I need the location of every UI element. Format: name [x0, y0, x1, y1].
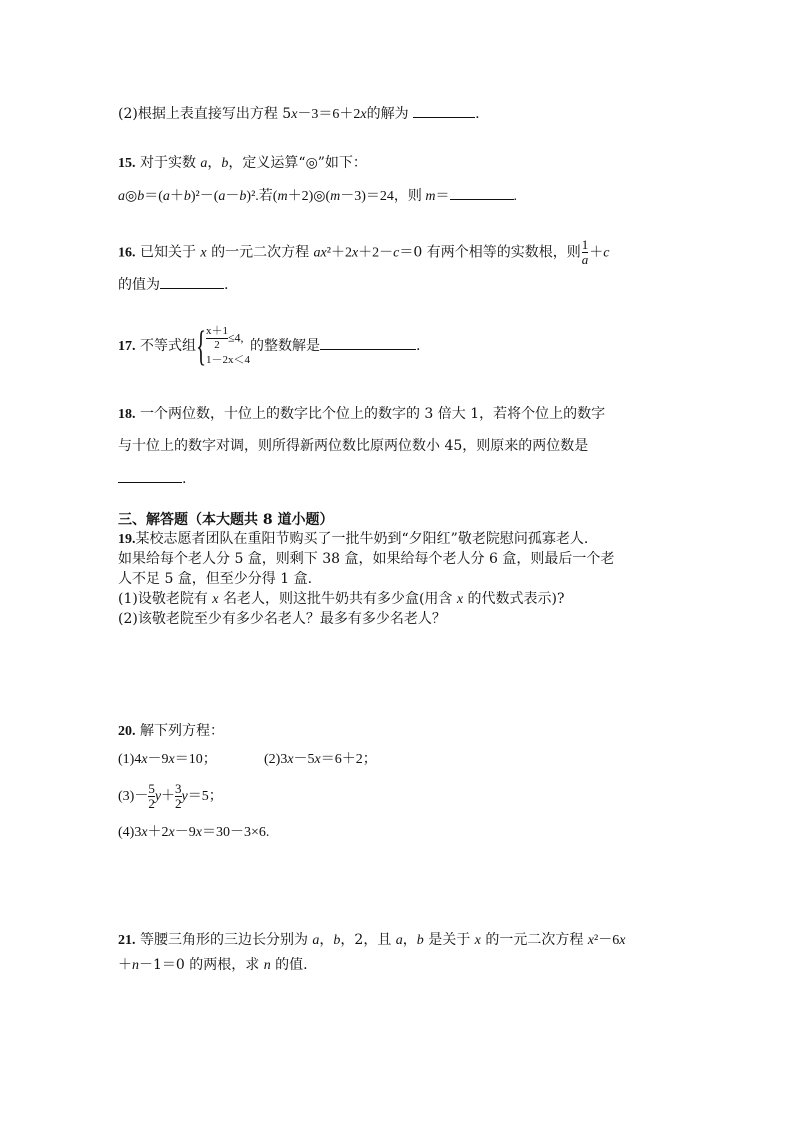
var-y: y — [181, 789, 188, 804]
var-x: x — [195, 825, 202, 840]
expr: ＋ — [169, 189, 184, 204]
period: . — [415, 338, 421, 354]
q21-text: 的值. — [270, 957, 308, 973]
q18-line2 — [118, 436, 588, 456]
q15-text: 对于实数 — [139, 155, 201, 171]
var-x: x — [360, 107, 367, 122]
var-x: x — [287, 752, 294, 767]
q20-part1 — [118, 750, 217, 770]
var-x: x — [212, 592, 219, 607]
expr: ²＋2 — [326, 245, 352, 261]
system-row-1 — [206, 325, 250, 352]
comma: ， — [207, 155, 222, 171]
var-a: a — [218, 189, 226, 204]
var-x: x — [320, 245, 327, 261]
expr: ＋2－ — [358, 245, 394, 261]
var-y: y — [154, 789, 162, 804]
q14-part2 — [118, 103, 480, 125]
q16-text: 的值为 — [118, 277, 160, 293]
question-number: 18. — [118, 407, 136, 422]
question-number: 16. — [118, 245, 136, 261]
q16-line1 — [118, 238, 609, 267]
q14-text-post: 的解为 — [366, 106, 409, 122]
q21-text: ，2，且 — [340, 932, 396, 948]
var-b: b — [239, 189, 247, 204]
q19-line2 — [118, 549, 614, 569]
q19-text: (2)该敬老院至少有多少名老人？最多有多少名老人？ — [118, 611, 446, 627]
var-c: c — [603, 245, 610, 261]
var-m: m — [277, 189, 288, 204]
numerator: 5 — [148, 781, 155, 797]
expr: －9 — [147, 752, 169, 767]
q19-line1 — [118, 529, 588, 550]
q18-line1 — [118, 404, 605, 425]
operator: ◎ — [125, 189, 138, 204]
q15-line1 — [118, 153, 367, 174]
q18-text: 与十位上的数字对调，则所得新两位数比原两位数小 45，则原来的两位数是 — [118, 438, 589, 454]
q21-line2 — [118, 955, 308, 976]
q14-eq: －3＝6＋2 — [297, 107, 361, 122]
answer-blank[interactable] — [450, 185, 514, 200]
answer-blank[interactable] — [118, 468, 182, 483]
var-x: x — [200, 245, 207, 261]
q17-text: 的整数解是 — [249, 338, 320, 354]
var-x: x — [168, 752, 175, 767]
q19-text: 人不足 5 盒，但至少分得 1 盒. — [118, 571, 313, 587]
var-b: b — [333, 933, 341, 948]
var-x: x — [314, 752, 321, 767]
expr: ＝6＋2； — [320, 752, 377, 767]
var-m: m — [330, 189, 341, 204]
expr: － — [225, 189, 240, 204]
var-x: x — [619, 933, 626, 948]
expr: ＝30－3×6. — [201, 825, 270, 840]
denominator: a — [581, 252, 589, 267]
numerator: 3 — [175, 781, 182, 797]
var-b: b — [183, 189, 191, 204]
question-number: 15. — [118, 156, 136, 171]
var-a: a — [162, 189, 170, 204]
expr: －9 — [174, 825, 196, 840]
q15-line2 — [118, 185, 517, 207]
q21-line1 — [118, 930, 625, 951]
expr: (4)3 — [118, 825, 142, 840]
q19-text: (1)设敬老院有 — [118, 591, 213, 607]
var-a: a — [312, 933, 320, 948]
expr: ＋2)◎( — [287, 189, 331, 204]
var-b: b — [221, 156, 229, 171]
numerator: 1 — [581, 237, 589, 252]
q16-text: 的一元二次方程 — [206, 244, 314, 261]
var-x: x — [168, 825, 175, 840]
expr: ＝( — [144, 189, 163, 204]
var-a: a — [118, 189, 125, 204]
q20-part2 — [264, 750, 377, 770]
var-x: x — [141, 752, 148, 767]
q16-text: ＝0 有两个相等的实数根，则 — [399, 244, 581, 261]
var-x: x — [291, 107, 298, 122]
denominator: 2 — [214, 338, 220, 351]
expr: －5 — [293, 752, 315, 767]
var-c: c — [393, 245, 400, 261]
q14-text: (2)根据上表直接写出方程 5 — [118, 106, 292, 122]
expr: ＝ — [435, 189, 450, 204]
expr: (1)4 — [118, 752, 142, 767]
q19-text: 名老人，则这批牛奶共有多少盒(用含 — [218, 591, 457, 607]
var-x: x — [351, 245, 359, 261]
question-number: 17. — [118, 339, 136, 354]
q20-part4 — [118, 823, 269, 843]
expr: )².若( — [246, 189, 278, 204]
q15-text-post: ，定义运算“◎”如下： — [228, 155, 367, 171]
denominator: 2 — [148, 796, 155, 812]
q20-text: 解下列方程： — [139, 723, 224, 739]
q16-text: 已知关于 — [139, 244, 201, 261]
denominator: 2 — [175, 796, 182, 812]
comma: ， — [319, 932, 334, 948]
expr: ＋ — [161, 789, 176, 804]
q19-line4 — [118, 589, 565, 610]
fraction — [582, 238, 589, 267]
answer-blank[interactable] — [160, 274, 224, 289]
q19-line5 — [118, 609, 446, 629]
var-b: b — [137, 189, 145, 204]
system-row-2: 1－2x＜4 — [205, 353, 250, 366]
var-x: x — [456, 592, 464, 607]
inequality-system — [196, 325, 250, 368]
q19-text: 某校志愿者团队在重阳节购买了一批牛奶到“夕阳红”敬老院慰问孤寡老人. — [135, 531, 589, 547]
q17-text: 不等式组 — [139, 338, 196, 354]
question-number: 21. — [118, 933, 136, 948]
q21-text: 是关于 — [423, 932, 475, 948]
q16-line2 — [118, 274, 228, 295]
expr: ＝10； — [174, 752, 217, 767]
answer-blank[interactable] — [413, 103, 475, 118]
period: . — [224, 277, 229, 293]
q21-text: 的一元二次方程 — [480, 932, 588, 948]
comma: ， — [402, 932, 417, 948]
expr: ＋ — [118, 958, 132, 973]
var-m: m — [425, 189, 436, 204]
fraction — [206, 325, 228, 352]
var-x: x — [141, 825, 148, 840]
q20-title — [118, 721, 224, 742]
q19-text: 的代数式表示)? — [463, 591, 565, 607]
question-number: 19. — [118, 532, 136, 547]
q17-line — [118, 318, 420, 374]
q21-text: 等腰三角形的三边长分别为 — [139, 932, 313, 948]
numerator: x＋1 — [205, 324, 228, 337]
var-a: a — [313, 245, 321, 261]
expr: ＝5； — [187, 789, 223, 804]
section-heading: 三、解答题（本大题共 8 道小题） — [118, 512, 334, 528]
q18-text: 一个两位数，十位上的数字比个位上的数字的 3 倍大 1，若将个位上的数字 — [139, 406, 606, 422]
expr: (3)－ — [118, 789, 149, 804]
answer-blank[interactable] — [320, 335, 416, 350]
expr: ＋2 — [147, 825, 169, 840]
question-number: 20. — [118, 724, 136, 739]
var-x: x — [587, 933, 595, 948]
q19-text: 如果给每个老人分 5 盒，则剩下 38 盒，如果给每个老人分 6 盒，则最后一个老 — [118, 551, 615, 567]
period: . — [513, 189, 518, 204]
expr: (2)3 — [264, 752, 288, 767]
expr: ＋ — [589, 245, 604, 261]
q19-line3 — [118, 569, 312, 589]
expr: )²－( — [190, 189, 219, 204]
var-n: n — [263, 958, 271, 973]
expr: ²－6 — [594, 933, 620, 948]
left-brace-icon: { — [195, 323, 207, 370]
expr: ≤4, — [227, 329, 244, 344]
var-b: b — [416, 933, 424, 948]
var-a: a — [395, 933, 403, 948]
period: . — [475, 106, 480, 122]
var-x: x — [474, 933, 481, 948]
var-a: a — [200, 156, 208, 171]
period: . — [182, 471, 187, 487]
var-n: n — [132, 958, 139, 973]
q20-part3 — [118, 779, 223, 815]
expr: －3)＝24，则 — [340, 189, 426, 204]
q18-line3 — [118, 468, 186, 489]
q21-text: －1＝0 的两根，求 — [139, 957, 264, 973]
